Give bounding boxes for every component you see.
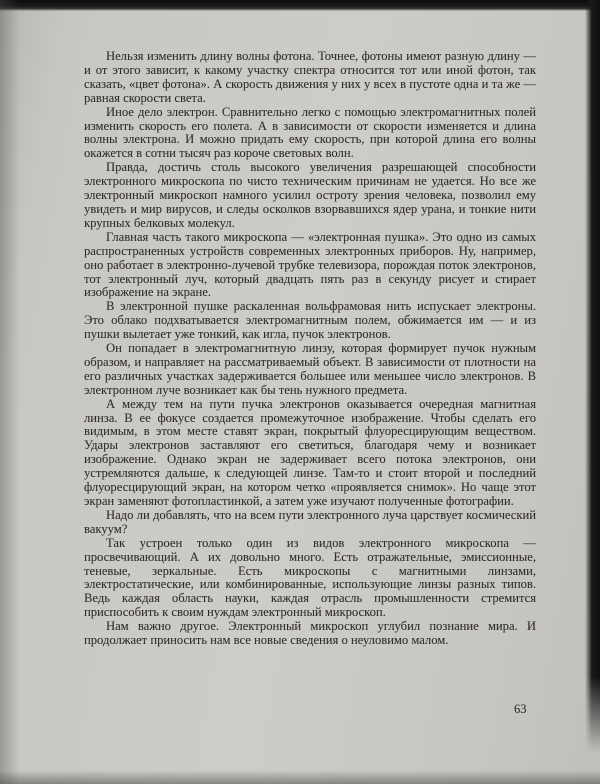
scan-edge-left [0, 0, 20, 784]
paragraph-2: Иное дело электрон. Сравнительно легко с помощью электромагнитных полей изменить скорость его полета. А в зависимости от скорости изменяется и длина волны электрона. И можно придать ему скорость, при которой длина его волны окажется в сотни тысяч раз короче световых волн. [84, 104, 536, 161]
paragraph-5: В электронной пушке раскаленная вольфрамовая нить испускает электроны. Это облако подхватывается электромагнитным полем, обжимается им — и из пушки вылетает уже тонкий, как игла, пучок электронов. [84, 299, 536, 342]
paragraph-10: Нам важно другое. Электронный микроскоп углубил познание мира. И продолжает приносить нам все новые сведения о неуловимо малом. [84, 619, 536, 648]
scan-edge-top [0, 0, 600, 11]
paragraph-9: Так устроен только один из видов электронного микроскопа — просвечивающий. А их довольно много. Есть отражательные, эмиссионные, теневые, зеркальные. Есть микроскопы с магнитными линзами, электростатические, или комбинированные, использующие линзы разных типов. Ведь каждая область науки, каждая отрасль промышленности стремится приспособить к своим нуждам электронный микроскоп. [84, 535, 536, 620]
paragraph-3: Правда, достичь столь высокого увеличения разрешающей способности электронного микроскопа по чисто техническим причинам не удается. Но все же электронный микроскоп намного усилил остроту зрения человека, позволил ему увидеть и мир вирусов, и следы осколков взорвавшихся ядер урана, и тонкие нити крупных белковых молекул. [84, 160, 536, 230]
scan-edge-bottom [0, 770, 600, 784]
paragraph-8: Надо ли добавлять, что на всем пути электронного луча царствует космический вакуум? [84, 507, 536, 536]
paragraph-7: А между тем на пути пучка электронов оказывается очередная магнитная линза. В ее фокусе создается промежуточное изображение. Чтобы сделать его видимым, в этом месте ставят экран, покрытый флуоресцирующим веществом. Удары электронов заставляют его светиться, благодаря чему и возникает изображение. Однако экран не задерживает всего потока электронов, они устремляются дальше, к следующей линзе. Там-то и стоит второй и последний флуоресцирующий экран, на котором четко «проявляется снимок». Но чаще этот экран заменяют фотопластинкой, а затем уже изучают полученные фотографии. [84, 396, 536, 508]
paragraph-4: Главная часть такого микроскопа — «электронная пушка». Это одно из самых распространенных устройств современных электронных приборов. Ну, например, оно работает в электронно-лучевой трубке телевизора, порождая поток электронов, тот электронный луч, который двадцать пять раз в секунду рисует и стирает изображение на экране. [84, 229, 536, 300]
paragraph-6: Он попадает в электромагнитную линзу, которая формирует пучок нужным образом, и направляет на рассматриваемый объект. В зависимости от плотности на его различных участках задерживается большее или меньшее число электронов. В электронном луче возникает как бы тень нужного предмета. [84, 341, 536, 397]
paragraph-1: Нельзя изменить длину волны фотона. Точнее, фотоны имеют разную длину — и от этого зависит, к какому участку спектра относится тот или иной фотон, так сказать, «цвет фотона». А скорость движения у них у всех в пустоте одна и та же — равная скорости света. [84, 49, 536, 105]
text-block [84, 50, 536, 648]
page-number: 63 [514, 702, 527, 716]
scan-edge-right [585, 0, 600, 752]
